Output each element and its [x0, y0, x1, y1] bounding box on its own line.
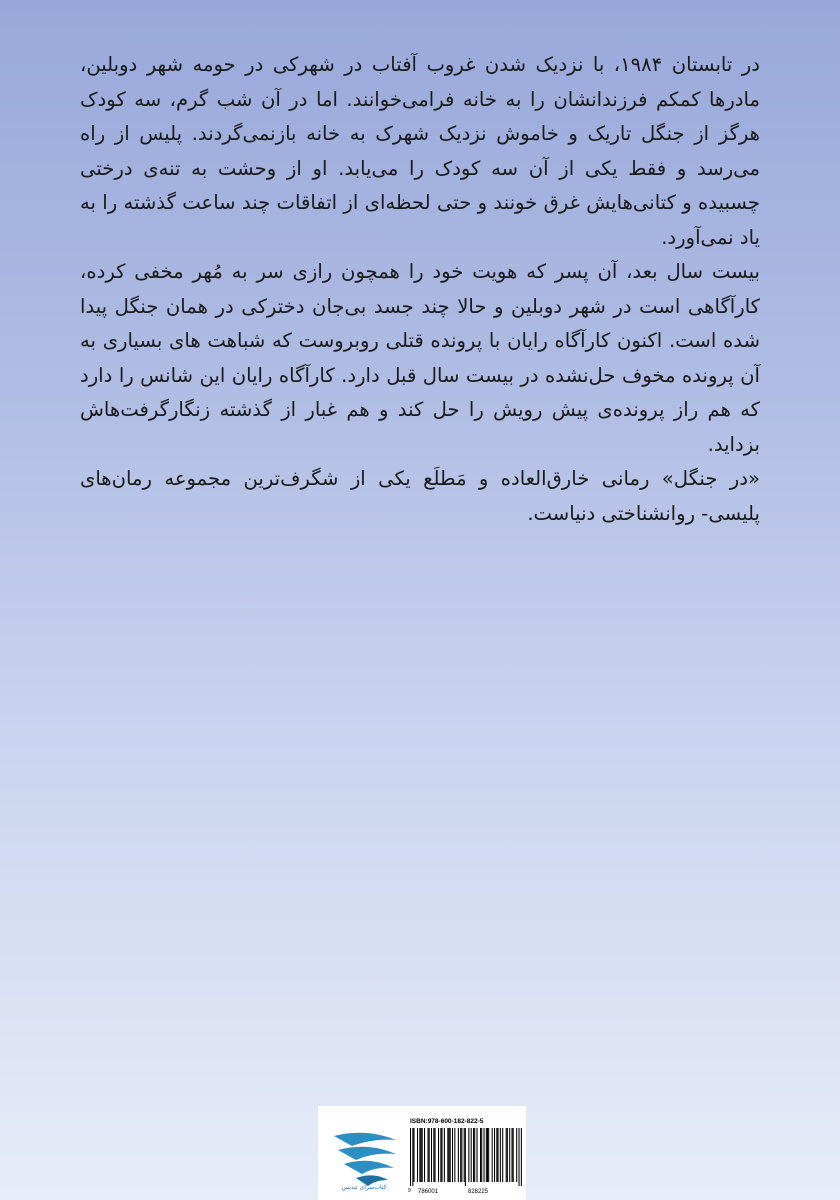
barcode-bar: [502, 1128, 503, 1182]
barcode-bar: [471, 1128, 472, 1182]
barcode-bars: [410, 1128, 522, 1186]
barcode-bar: [424, 1128, 425, 1182]
barcode-bar: [435, 1128, 436, 1182]
barcode-bar: [481, 1128, 482, 1182]
barcode-bar: [428, 1128, 429, 1182]
barcode-bar: [438, 1128, 439, 1182]
barcode-bar: [444, 1128, 445, 1182]
barcode-bar: [494, 1128, 495, 1182]
barcode-bar: [480, 1128, 481, 1182]
barcode-bar: [496, 1128, 497, 1182]
barcode-digits-right: 828225: [468, 1189, 489, 1195]
barcode-bar: [498, 1128, 499, 1182]
barcode-side-digit: 9: [408, 1188, 411, 1194]
back-cover-blurb: [80, 48, 760, 531]
blurb-paragraph-3: «در جنگل» رمانی خارق‌العاده و مَطلَع یکی از شگرف‌ترین مجموعه رمان‌های پلیسی- روانشناختی دنیاست.: [80, 467, 760, 525]
barcode-bar: [460, 1128, 461, 1182]
barcode-bar: [521, 1128, 522, 1186]
barcode-bar: [458, 1128, 459, 1182]
barcode-bar: [509, 1128, 510, 1182]
barcode-bar: [492, 1128, 493, 1182]
barcode-bar: [464, 1128, 465, 1182]
barcode-bar: [410, 1128, 411, 1186]
barcode-bar: [513, 1128, 514, 1182]
barcode-bar: [440, 1128, 441, 1182]
barcode-bar: [422, 1128, 423, 1182]
barcode-bar: [449, 1128, 450, 1182]
barcode-bar: [454, 1128, 455, 1182]
barcode-bar: [487, 1128, 488, 1182]
barcode-bar: [484, 1128, 485, 1182]
barcode-panel: [318, 1106, 526, 1200]
barcode-bar: [461, 1128, 462, 1182]
barcode-bar: [421, 1128, 422, 1182]
barcode-bar: [417, 1128, 418, 1182]
barcode-bar: [488, 1128, 489, 1182]
barcode-bar: [419, 1128, 420, 1182]
barcode-bar: [431, 1128, 432, 1182]
barcode-bar: [452, 1128, 453, 1182]
blurb-paragraph-1: در تابستان ۱۹۸۴، با نزدیک شدن غروب آفتاب در شهرکی در حومه شهر دوبلین، مادرها کمکم فرزندانشان را به خانه فرامی‌خوانند. اما در آن شب گرم، سه کودک هرگز از جنگل تاریک و خاموش نزدیک شهرک به خانه بازنمی‌گردند. پلیس از راه می‌رسد و فقط یکی از آن سه کودک را می‌یابد. او از وحشت به تنه‌ی درختی چسبیده و کتانی‌هایش غرق خونند و حتی لحظه‌ای از اتفاقات چند ساعت گذشته را به یاد نمی‌آورد.: [80, 53, 760, 249]
barcode-bar: [516, 1128, 517, 1182]
blurb-paragraph-2: بیست سال بعد، آن پسر که هویت خود را همچون رازی سر به مُهر مخفی کرده، کارآگاهی است در شهر دوبلین و حالا چند جسد بی‌جان دخترکی در همان جنگل پیدا شده است. اکنون کارآگاه رایان با پرونده قتلی روبروست که شباهت های بسیاری به آن پرونده مخوف حل‌نشده در بیست سال قبل دارد. کارآگاه رایان این شانس را دارد که هم راز پرونده‌ی پیش رویش را حل کند و هم غبار از گذشته زنگارگرفت‌هاش بزداید.: [80, 260, 760, 456]
barcode-bar: [506, 1128, 507, 1182]
barcode-bar: [414, 1128, 415, 1182]
isbn-label: ISBN:978-600-182-822-5: [410, 1118, 484, 1125]
publisher-name: کتاب‌سرای تندیس: [341, 1184, 387, 1191]
barcode-bar: [465, 1128, 466, 1186]
barcode-bar: [433, 1128, 434, 1182]
barcode-bar: [507, 1128, 508, 1182]
barcode-bar: [512, 1128, 513, 1182]
barcode-bar: [477, 1128, 478, 1182]
barcode-bar: [500, 1128, 501, 1182]
barcode-digits-left: 786001: [418, 1189, 439, 1195]
barcode-bar: [486, 1128, 487, 1182]
barcode-bar: [442, 1128, 443, 1182]
barcode-bar: [412, 1128, 413, 1186]
barcode-bar: [468, 1128, 469, 1182]
barcode-bar: [447, 1128, 448, 1182]
barcode-bar: [473, 1128, 474, 1182]
barcode-bar: [474, 1128, 475, 1182]
barcode-bar: [450, 1128, 451, 1182]
barcode-bar: [429, 1128, 430, 1182]
barcode-bar: [519, 1128, 520, 1186]
